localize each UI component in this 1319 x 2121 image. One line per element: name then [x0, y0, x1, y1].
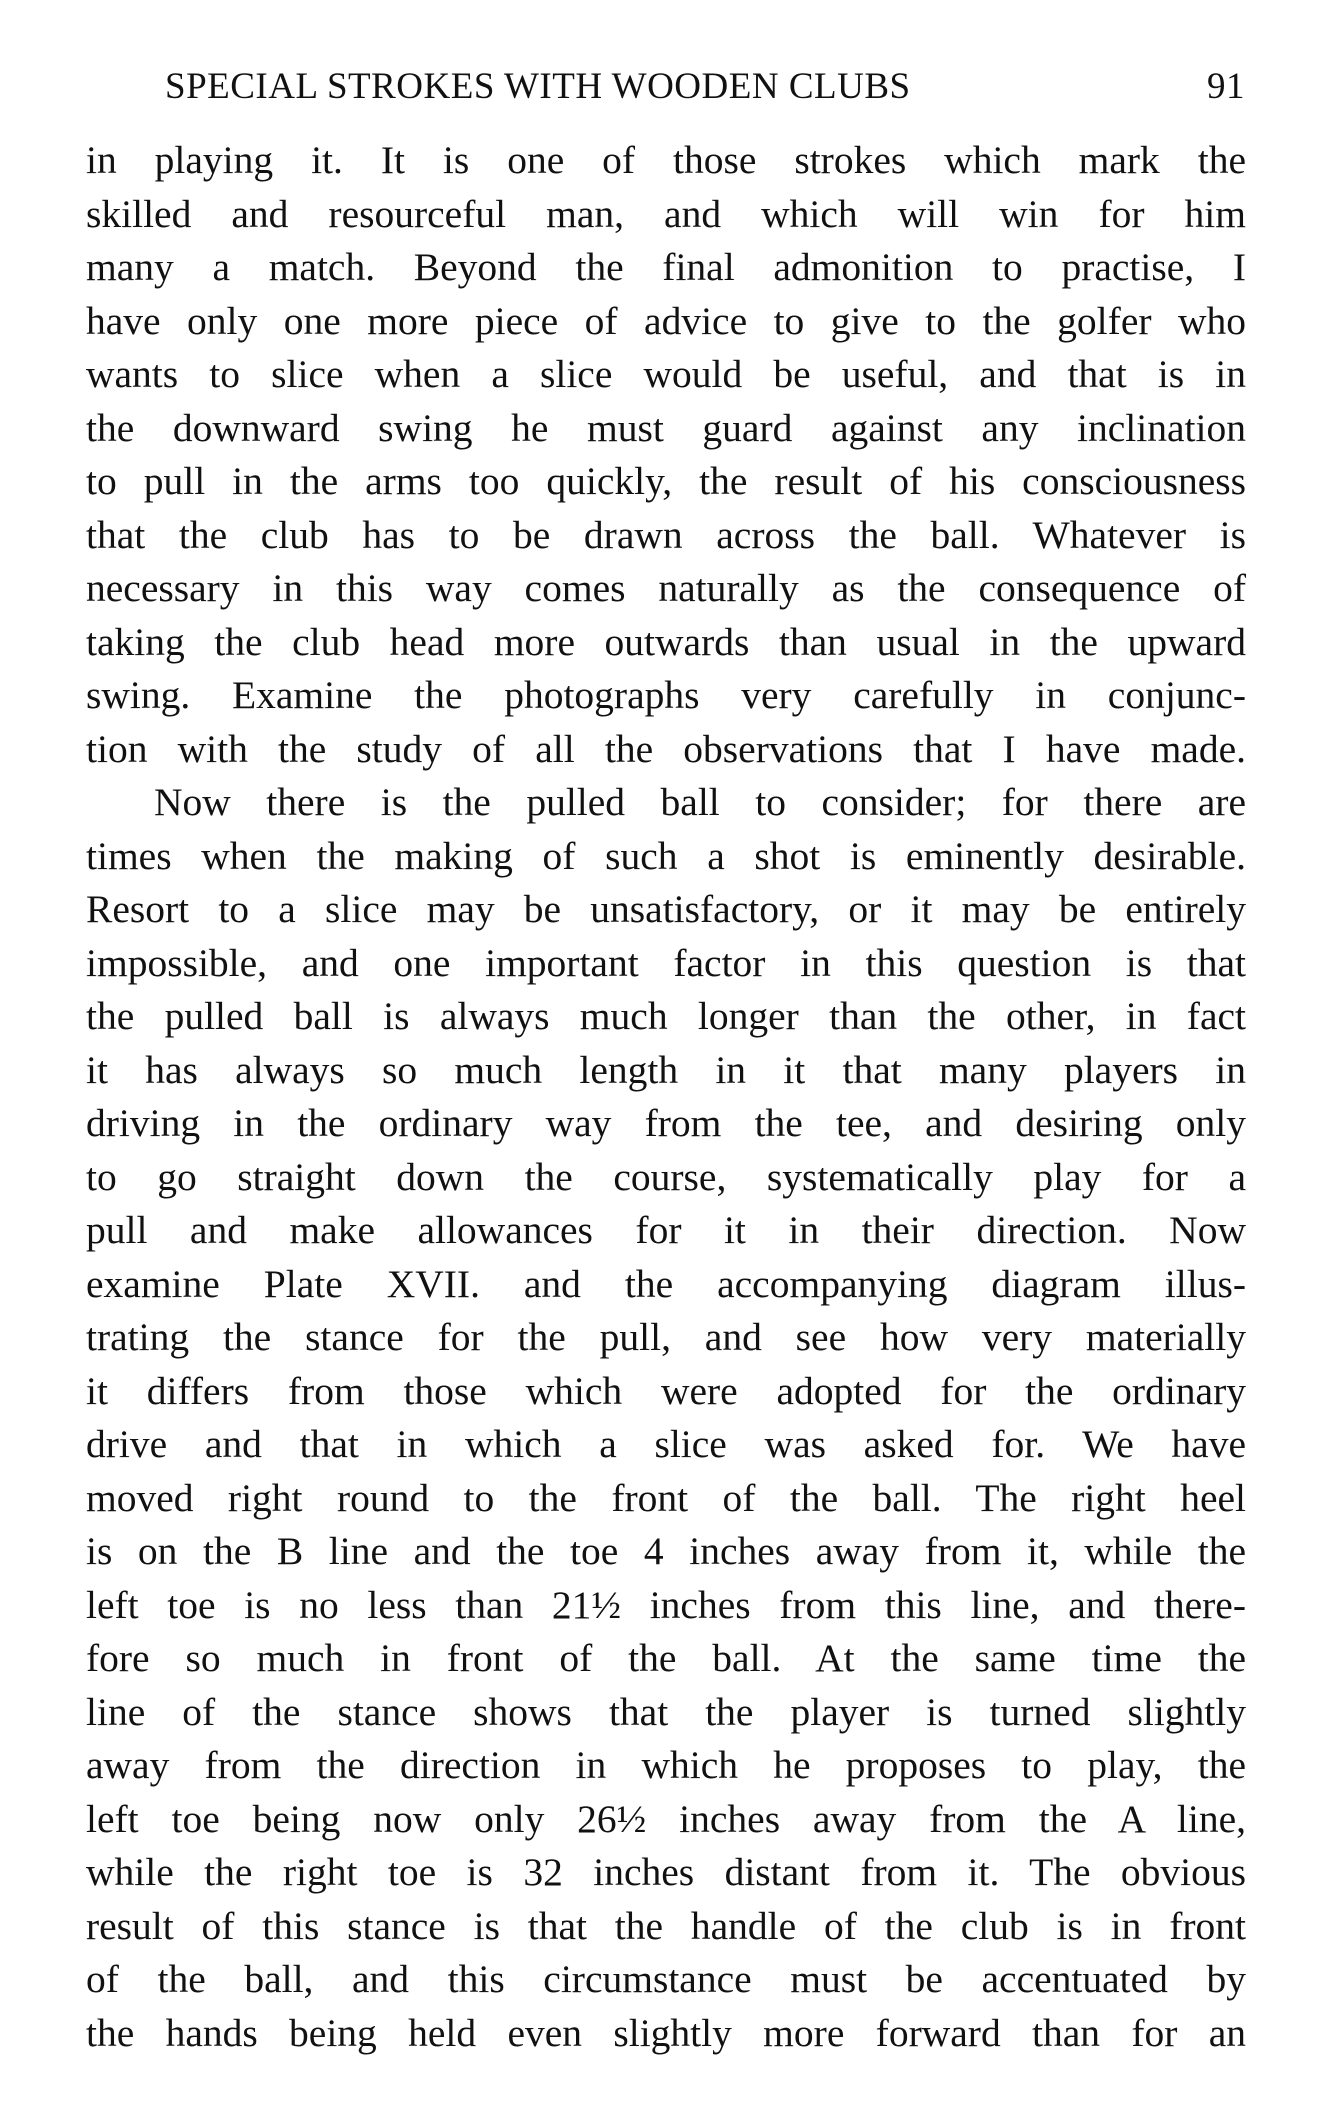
text-line: left toe being now only 26½ inches away from the A line,	[86, 1796, 1246, 1841]
text-line: the hands being held even slightly more forward than for an	[86, 2010, 1246, 2055]
text-line: moved right round to the front of the ball. The right heel	[86, 1475, 1246, 1520]
text-line: Resort to a slice may be unsatisfactory, or it may be entirely	[86, 887, 1246, 931]
text-line: skilled and resourceful man, and which will win for him	[86, 191, 1246, 236]
text-line: drive and that in which a slice was asked for. We have	[86, 1422, 1246, 1466]
text-line: while the right toe is 32 inches distant from it. The obvious	[86, 1850, 1246, 1894]
text-line: pull and make allowances for it in their direction. Now	[86, 1208, 1246, 1252]
text-line: the pulled ball is always much longer than the other, in fact	[86, 994, 1246, 1038]
text-line: have only one more piece of advice to give to the golfer who	[86, 298, 1246, 343]
text-line: line of the stance shows that the player is turned slightly	[86, 1689, 1246, 1734]
text-line: that the club has to be drawn across the ball. Whatever is	[86, 512, 1246, 557]
text-line: Now there is the pulled ball to consider; for there are	[154, 780, 1246, 824]
text-line: many a match. Beyond the final admonition to practise, I	[86, 245, 1246, 289]
text-line: times when the making of such a shot is eminently desirable.	[86, 833, 1246, 878]
text-line: tion with the study of all the observations that I have made.	[86, 726, 1246, 771]
text-line: result of this stance is that the handle of the club is in front	[86, 1903, 1246, 1948]
text-line: examine Plate XVII. and the accompanying diagram illus-	[86, 1261, 1246, 1306]
text-line: left toe is no less than 21½ inches from this line, and there-	[86, 1582, 1246, 1627]
text-line: swing. Examine the photographs very carefully in conjunc-	[86, 673, 1246, 717]
body-text	[86, 134, 1246, 2060]
text-line: driving in the ordinary way from the tee, and desiring only	[86, 1101, 1246, 1145]
text-line: it has always so much length in it that many players in	[86, 1047, 1246, 1092]
text-line: of the ball, and this circumstance must be accentuated by	[86, 1957, 1246, 2001]
page-number: 91	[1207, 65, 1245, 107]
text-line: it differs from those which were adopted for the ordinary	[86, 1368, 1246, 1413]
text-line: to pull in the arms too quickly, the result of his consciousness	[86, 459, 1246, 503]
text-line: fore so much in front of the ball. At the same time the	[86, 1636, 1246, 1680]
running-header	[165, 60, 1245, 112]
text-line: the downward swing he must guard against any inclination	[86, 405, 1246, 450]
text-line: in playing it. It is one of those strokes which mark the	[86, 138, 1246, 182]
text-line: is on the B line and the toe 4 inches away from it, while the	[86, 1529, 1246, 1573]
text-line: necessary in this way comes naturally as the consequence of	[86, 566, 1246, 610]
running-title: SPECIAL STROKES WITH WOODEN CLUBS	[165, 65, 911, 107]
text-line: to go straight down the course, systematically play for a	[86, 1154, 1246, 1199]
text-line: taking the club head more outwards than usual in the upward	[86, 619, 1246, 664]
text-line: impossible, and one important factor in this question is that	[86, 940, 1246, 985]
text-line: away from the direction in which he proposes to play, the	[86, 1743, 1246, 1787]
text-line: wants to slice when a slice would be useful, and that is in	[86, 352, 1246, 396]
text-line: trating the stance for the pull, and see how very materially	[86, 1315, 1246, 1359]
